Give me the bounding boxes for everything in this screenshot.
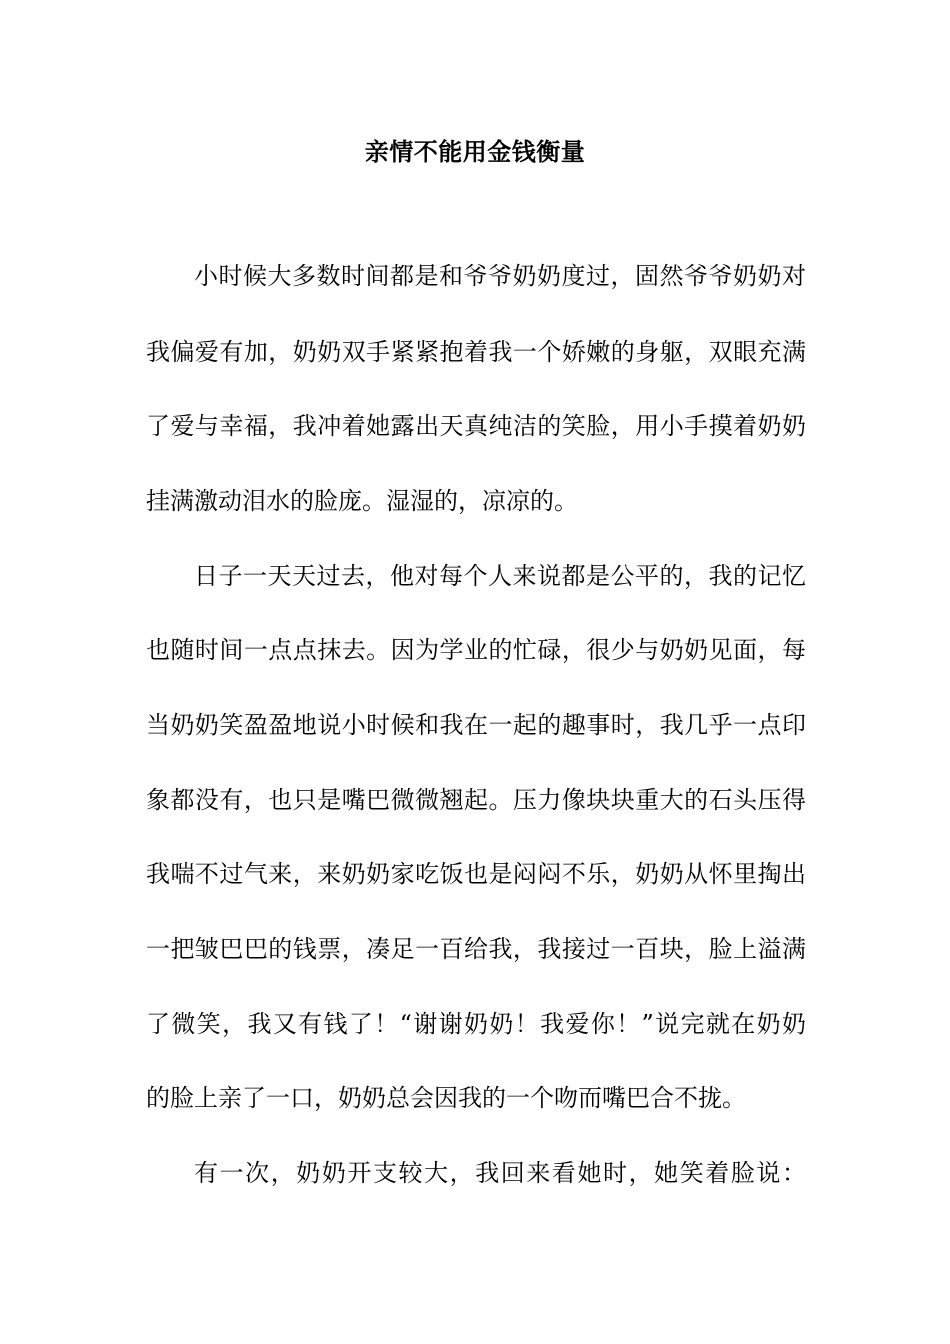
paragraph-line: 我喘不过气来，来奶奶家吃饭也是闷闷不乐，奶奶从怀里掏出 bbox=[146, 860, 806, 888]
paragraph-line: 当奶奶笑盈盈地说小时候和我在一起的趣事时，我几乎一点印 bbox=[146, 711, 806, 739]
paragraph-line: 一把皱巴巴的钱票，凑足一百给我，我接过一百块，脸上溢满 bbox=[146, 935, 806, 963]
paragraph-line: 也随时间一点点抹去。因为学业的忙碌，很少与奶奶见面，每 bbox=[146, 636, 806, 664]
paragraph-line: 有一次，奶奶开支较大，我回来看她时，她笑着脸说： bbox=[194, 1159, 806, 1187]
paragraph-line: 挂满激动泪水的脸庞。湿湿的，凉凉的。 bbox=[146, 487, 578, 515]
document-title: 亲情不能用金钱衡量 bbox=[364, 138, 586, 166]
paragraph-line: 日子一天天过去，他对每个人来说都是公平的，我的记忆 bbox=[194, 562, 806, 590]
paragraph-line: 象都没有，也只是嘴巴微微翘起。压力像块块重大的石头压得 bbox=[146, 786, 806, 814]
paragraph-line: 的脸上亲了一口，奶奶总会因我的一个吻而嘴巴合不拢。 bbox=[146, 1084, 746, 1112]
paragraph-line: 了爱与幸福，我冲着她露出天真纯洁的笑脸，用小手摸着奶奶 bbox=[146, 412, 806, 440]
paragraph-line: 了微笑，我又有钱了！“谢谢奶奶！我爱你！”说完就在奶奶 bbox=[146, 1010, 806, 1038]
paragraph-line: 我偏爱有加，奶奶双手紧紧抱着我一个娇嫩的身躯，双眼充满 bbox=[146, 338, 806, 366]
paragraph-line: 小时候大多数时间都是和爷爷奶奶度过，固然爷爷奶奶对 bbox=[194, 262, 806, 290]
